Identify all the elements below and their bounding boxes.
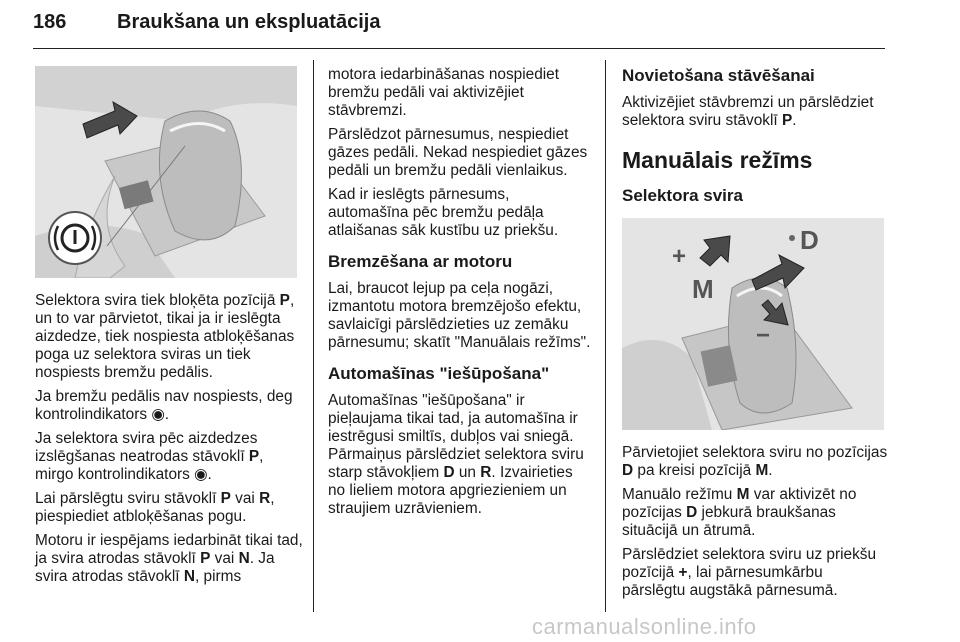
page-number: 186: [33, 11, 67, 33]
section-heading: Automašīnas "iešūpošana": [328, 364, 550, 383]
brake-warning-icon: ◉: [151, 406, 165, 423]
paragraph: motora iedarbināšanas nospiediet bremžu pedāli vai aktivizējiet stāvbremzi.: [328, 66, 560, 119]
brake-warning-icon: ◉: [194, 466, 208, 483]
paragraph: Ja selektora svira pēc aizdedzes izslēgšanas neatrodas stāvoklī P, mirgo kontrolindikators ◉.: [35, 430, 264, 483]
paragraph: Lai pārslēgtu sviru stāvoklī P vai R, piespiediet atbloķēšanas pogu.: [35, 490, 275, 525]
paragraph: Manuālo režīmu M var aktivizēt no pozīcijas D jebkurā braukšanas situācijā un ātrumā.: [622, 486, 857, 539]
paragraph: Automašīnas "iešūpošana" ir pieļaujama tikai tad, ja automašīna ir iestrēgusi smiltīs, dubļos vai sniegā. Pārmaiņus pārslēdziet selektora sviru starp stāvokļiem D un R. Izvairieties no lieliem motora apgriezieniem un straujiem uzrāvieniem.: [328, 392, 584, 517]
paragraph: Kad ir ieslēgts pārnesums, automašīna pēc bremžu pedāļa atlaišanas sāk kustību uz priekšu.: [328, 186, 559, 239]
m-label: M: [692, 274, 714, 304]
plus-label: +: [672, 243, 687, 270]
column-3-continued: [622, 444, 890, 606]
running-title: Braukšana un ekspluatācija: [117, 11, 381, 33]
column-2: [328, 66, 594, 524]
section-heading: Selektora svira: [622, 186, 743, 205]
paragraph: Aktivizējiet stāvbremzi un pārslēdziet selektora sviru stāvoklī P.: [622, 94, 874, 129]
column-1: [35, 292, 303, 592]
paragraph: Pārslēdziet selektora sviru uz priekšu pozīcijā +, lai pārnesumkārbu pārslēgtu augstākā pārnesumā.: [622, 546, 877, 599]
paragraph: Selektora svira tiek bloķēta pozīcijā P, un to var pārvietot, tikai ja ir ieslēgta aizdedze, tiek nospiesta atbloķēšanas poga uz selektora sviras un tiek nospiests bremžu pedālis.: [35, 292, 295, 381]
paragraph: Pārslēdzot pārnesumus, nespiediet gāzes pedāli. Nekad nespiediet gāzes pedāli un bremžu pedāli vienlaikus.: [328, 126, 588, 179]
paragraph: Motoru ir iespējams iedarbināt tikai tad, ja svira atrodas stāvoklī P vai N. Ja svira atrodas stāvoklī N, pirms: [35, 532, 303, 585]
column-divider: [605, 60, 606, 612]
column-divider: [313, 60, 314, 612]
selector-lever-figure: [35, 66, 297, 278]
section-heading: Novietošana stāvēšanai: [622, 66, 815, 85]
paragraph: Pārvietojiet selektora sviru no pozīcijas D pa kreisi pozīcijā M.: [622, 444, 888, 479]
d-label: D: [800, 225, 819, 255]
manual-mode-illustration: [622, 218, 884, 430]
section-heading: Bremzēšana ar motoru: [328, 252, 513, 271]
selector-lever-illustration: [35, 66, 297, 278]
chapter-heading: Manuālais režīms: [622, 147, 813, 173]
minus-label: −: [756, 322, 771, 349]
watermark: carmanualsonline.info: [532, 614, 757, 639]
page-header: [33, 8, 885, 49]
column-3: [622, 66, 890, 214]
paragraph: Lai, braucot lejup pa ceļa nogāzi, izmantotu motora bremzējošo efektu, savlaicīgi pārslēdzieties uz zemāku pārnesumu; skatīt "Manuālais režīms".: [328, 280, 591, 351]
manual-mode-figure: [622, 218, 884, 430]
paragraph: Ja bremžu pedālis nav nospiests, deg kontrolindikators ◉.: [35, 388, 293, 423]
